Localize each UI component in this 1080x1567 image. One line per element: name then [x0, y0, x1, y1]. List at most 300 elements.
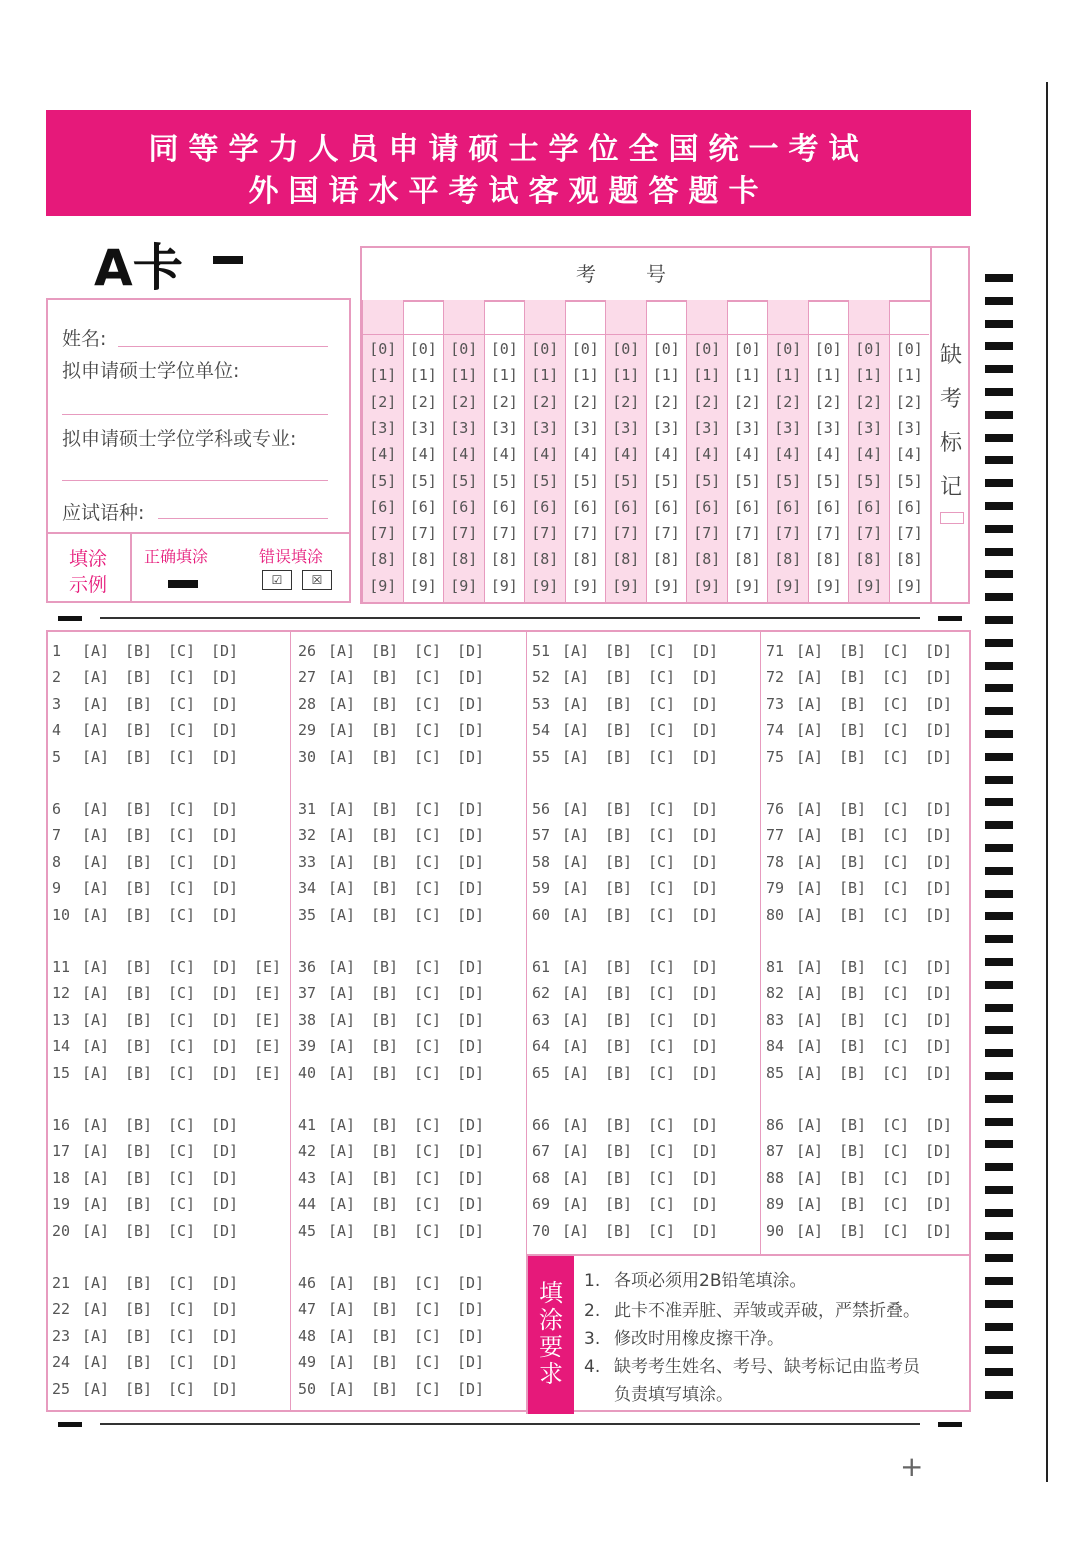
answer-bubble-c[interactable]: [C] [168, 1353, 196, 1372]
answer-bubble-c[interactable]: [C] [882, 1221, 910, 1240]
answer-bubble-a[interactable]: [A] [82, 1274, 110, 1292]
answer-bubble-a[interactable]: [A] [82, 1300, 110, 1319]
exam-digit-bubble[interactable]: [1] [652, 366, 680, 385]
exam-digit-bubble[interactable]: [6] [571, 497, 599, 516]
exam-digit-bubble[interactable]: [5] [693, 471, 721, 490]
exam-digit-bubble[interactable]: [7] [814, 524, 842, 543]
answer-bubble-d[interactable]: [D] [457, 1010, 485, 1029]
exam-number-write-cell[interactable] [768, 300, 808, 335]
answer-bubble-b[interactable]: [B] [125, 1063, 153, 1082]
answer-bubble-b[interactable]: [B] [605, 958, 633, 976]
answer-bubble-a[interactable]: [A] [796, 852, 824, 871]
exam-digit-bubble[interactable]: [7] [571, 524, 599, 543]
answer-bubble-a[interactable]: [A] [562, 879, 590, 898]
answer-bubble-d[interactable]: [D] [211, 1116, 239, 1134]
answer-bubble-c[interactable]: [C] [414, 1195, 442, 1214]
answer-bubble-b[interactable]: [B] [371, 852, 399, 871]
exam-digit-bubble[interactable]: [5] [612, 471, 640, 490]
answer-bubble-c[interactable]: [C] [648, 852, 676, 871]
answer-bubble-a[interactable]: [A] [562, 1116, 590, 1134]
answer-bubble-b[interactable]: [B] [371, 800, 399, 818]
language-field[interactable] [158, 518, 328, 519]
answer-bubble-a[interactable]: [A] [82, 747, 110, 766]
exam-digit-bubble[interactable]: [7] [409, 524, 437, 543]
exam-digit-bubble[interactable]: [2] [895, 392, 923, 411]
answer-bubble-a[interactable]: [A] [328, 747, 356, 766]
answer-bubble-b[interactable]: [B] [371, 1379, 399, 1398]
answer-bubble-b[interactable]: [B] [371, 958, 399, 976]
answer-bubble-d[interactable]: [D] [691, 1010, 719, 1029]
answer-bubble-c[interactable]: [C] [648, 694, 676, 713]
exam-number-write-cell[interactable] [849, 300, 889, 335]
exam-digit-bubble[interactable]: [3] [693, 418, 721, 437]
exam-digit-bubble[interactable]: [2] [814, 392, 842, 411]
answer-bubble-d[interactable]: [D] [457, 694, 485, 713]
answer-bubble-d[interactable]: [D] [691, 747, 719, 766]
answer-bubble-d[interactable]: [D] [691, 852, 719, 871]
answer-bubble-c[interactable]: [C] [648, 1195, 676, 1214]
answer-bubble-d[interactable]: [D] [457, 1379, 485, 1398]
answer-bubble-a[interactable]: [A] [82, 826, 110, 845]
answer-bubble-c[interactable]: [C] [648, 1037, 676, 1056]
exam-digit-bubble[interactable]: [6] [409, 497, 437, 516]
exam-digit-bubble[interactable]: [2] [733, 392, 761, 411]
answer-bubble-a[interactable]: [A] [82, 1116, 110, 1134]
answer-bubble-a[interactable]: [A] [562, 800, 590, 818]
answer-bubble-a[interactable]: [A] [82, 852, 110, 871]
answer-bubble-c[interactable]: [C] [648, 1063, 676, 1082]
answer-bubble-c[interactable]: [C] [882, 1195, 910, 1214]
exam-number-write-cell[interactable] [809, 300, 849, 335]
answer-bubble-d[interactable]: [D] [457, 1326, 485, 1345]
answer-bubble-d[interactable]: [D] [691, 984, 719, 1003]
exam-digit-bubble[interactable]: [0] [895, 340, 923, 358]
exam-digit-bubble[interactable]: [0] [855, 340, 883, 358]
exam-digit-bubble[interactable]: [5] [652, 471, 680, 490]
answer-bubble-b[interactable]: [B] [839, 642, 867, 660]
answer-bubble-d[interactable]: [D] [211, 747, 239, 766]
exam-number-write-cell[interactable] [647, 300, 687, 335]
answer-bubble-b[interactable]: [B] [839, 1037, 867, 1056]
answer-bubble-b[interactable]: [B] [839, 1063, 867, 1082]
exam-digit-bubble[interactable]: [5] [774, 471, 802, 490]
exam-digit-bubble[interactable]: [8] [733, 550, 761, 569]
answer-bubble-d[interactable]: [D] [691, 1168, 719, 1187]
exam-digit-bubble[interactable]: [5] [733, 471, 761, 490]
exam-digit-bubble[interactable]: [5] [450, 471, 478, 490]
exam-digit-bubble[interactable]: [7] [693, 524, 721, 543]
exam-digit-bubble[interactable]: [4] [652, 445, 680, 464]
answer-bubble-d[interactable]: [D] [211, 1221, 239, 1240]
absent-mark-bubble[interactable] [940, 512, 964, 524]
answer-bubble-b[interactable]: [B] [371, 1116, 399, 1134]
answer-bubble-b[interactable]: [B] [605, 694, 633, 713]
answer-bubble-a[interactable]: [A] [82, 668, 110, 687]
answer-bubble-b[interactable]: [B] [605, 1168, 633, 1187]
answer-bubble-c[interactable]: [C] [414, 1326, 442, 1345]
exam-digit-bubble[interactable]: [4] [693, 445, 721, 464]
exam-digit-bubble[interactable]: [3] [450, 418, 478, 437]
exam-digit-bubble[interactable]: [0] [652, 340, 680, 358]
answer-bubble-d[interactable]: [D] [925, 747, 953, 766]
exam-digit-bubble[interactable]: [9] [855, 576, 883, 595]
answer-bubble-d[interactable]: [D] [211, 1195, 239, 1214]
answer-bubble-b[interactable]: [B] [125, 1379, 153, 1398]
answer-bubble-d[interactable]: [D] [691, 800, 719, 818]
answer-bubble-b[interactable]: [B] [839, 800, 867, 818]
exam-digit-bubble[interactable]: [4] [814, 445, 842, 464]
exam-digit-bubble[interactable]: [7] [531, 524, 559, 543]
answer-bubble-a[interactable]: [A] [562, 905, 590, 924]
answer-bubble-d[interactable]: [D] [925, 1037, 953, 1056]
answer-bubble-a[interactable]: [A] [328, 1221, 356, 1240]
answer-bubble-c[interactable]: [C] [882, 905, 910, 924]
answer-bubble-c[interactable]: [C] [168, 1037, 196, 1056]
answer-bubble-c[interactable]: [C] [882, 984, 910, 1003]
answer-bubble-d[interactable]: [D] [457, 1142, 485, 1161]
exam-digit-bubble[interactable]: [3] [814, 418, 842, 437]
answer-bubble-b[interactable]: [B] [125, 1326, 153, 1345]
answer-bubble-a[interactable]: [A] [328, 1063, 356, 1082]
answer-bubble-b[interactable]: [B] [839, 879, 867, 898]
exam-digit-bubble[interactable]: [4] [733, 445, 761, 464]
unit-field[interactable] [62, 414, 328, 415]
answer-bubble-e[interactable]: [E] [254, 1037, 282, 1056]
answer-bubble-b[interactable]: [B] [125, 879, 153, 898]
exam-digit-bubble[interactable]: [9] [571, 576, 599, 595]
exam-digit-bubble[interactable]: [2] [369, 392, 397, 411]
answer-bubble-a[interactable]: [A] [796, 747, 824, 766]
exam-digit-bubble[interactable]: [7] [774, 524, 802, 543]
answer-bubble-c[interactable]: [C] [414, 721, 442, 740]
answer-bubble-c[interactable]: [C] [882, 642, 910, 660]
answer-bubble-d[interactable]: [D] [691, 1116, 719, 1134]
exam-digit-bubble[interactable]: [0] [612, 340, 640, 358]
answer-bubble-b[interactable]: [B] [125, 826, 153, 845]
answer-bubble-a[interactable]: [A] [562, 1037, 590, 1056]
answer-bubble-d[interactable]: [D] [211, 826, 239, 845]
answer-bubble-d[interactable]: [D] [211, 1379, 239, 1398]
answer-bubble-c[interactable]: [C] [414, 826, 442, 845]
answer-bubble-d[interactable]: [D] [457, 1037, 485, 1056]
exam-digit-bubble[interactable]: [5] [814, 471, 842, 490]
answer-bubble-a[interactable]: [A] [82, 958, 110, 976]
exam-digit-bubble[interactable]: [1] [571, 366, 599, 385]
answer-bubble-b[interactable]: [B] [371, 1221, 399, 1240]
answer-bubble-a[interactable]: [A] [82, 800, 110, 818]
answer-bubble-c[interactable]: [C] [414, 1300, 442, 1319]
answer-bubble-c[interactable]: [C] [414, 1037, 442, 1056]
exam-digit-bubble[interactable]: [5] [490, 471, 518, 490]
answer-bubble-b[interactable]: [B] [839, 1221, 867, 1240]
exam-digit-bubble[interactable]: [1] [895, 366, 923, 385]
exam-digit-bubble[interactable]: [7] [855, 524, 883, 543]
answer-bubble-a[interactable]: [A] [796, 1010, 824, 1029]
answer-bubble-a[interactable]: [A] [796, 826, 824, 845]
answer-bubble-a[interactable]: [A] [562, 984, 590, 1003]
answer-bubble-b[interactable]: [B] [371, 721, 399, 740]
answer-bubble-b[interactable]: [B] [839, 694, 867, 713]
answer-bubble-c[interactable]: [C] [168, 958, 196, 976]
answer-bubble-c[interactable]: [C] [882, 668, 910, 687]
answer-bubble-c[interactable]: [C] [414, 852, 442, 871]
answer-bubble-a[interactable]: [A] [796, 1221, 824, 1240]
answer-bubble-d[interactable]: [D] [211, 1274, 239, 1292]
exam-digit-bubble[interactable]: [1] [409, 366, 437, 385]
answer-bubble-b[interactable]: [B] [839, 668, 867, 687]
answer-bubble-b[interactable]: [B] [371, 879, 399, 898]
exam-digit-bubble[interactable]: [6] [774, 497, 802, 516]
answer-bubble-a[interactable]: [A] [562, 1221, 590, 1240]
answer-bubble-b[interactable]: [B] [125, 1168, 153, 1187]
exam-digit-bubble[interactable]: [4] [855, 445, 883, 464]
answer-bubble-c[interactable]: [C] [648, 826, 676, 845]
exam-digit-bubble[interactable]: [2] [774, 392, 802, 411]
answer-bubble-a[interactable]: [A] [328, 852, 356, 871]
answer-bubble-c[interactable]: [C] [882, 1063, 910, 1082]
answer-bubble-a[interactable]: [A] [328, 879, 356, 898]
exam-digit-bubble[interactable]: [2] [450, 392, 478, 411]
answer-bubble-a[interactable]: [A] [328, 721, 356, 740]
answer-bubble-b[interactable]: [B] [839, 958, 867, 976]
answer-bubble-c[interactable]: [C] [414, 1221, 442, 1240]
exam-digit-bubble[interactable]: [6] [895, 497, 923, 516]
answer-bubble-d[interactable]: [D] [691, 1195, 719, 1214]
answer-bubble-c[interactable]: [C] [414, 668, 442, 687]
exam-digit-bubble[interactable]: [7] [490, 524, 518, 543]
answer-bubble-b[interactable]: [B] [605, 905, 633, 924]
answer-bubble-a[interactable]: [A] [328, 642, 356, 660]
answer-bubble-b[interactable]: [B] [371, 1274, 399, 1292]
answer-bubble-d[interactable]: [D] [457, 984, 485, 1003]
answer-bubble-a[interactable]: [A] [82, 1142, 110, 1161]
answer-bubble-a[interactable]: [A] [328, 1353, 356, 1372]
exam-digit-bubble[interactable]: [3] [895, 418, 923, 437]
answer-bubble-c[interactable]: [C] [414, 984, 442, 1003]
answer-bubble-c[interactable]: [C] [168, 642, 196, 660]
exam-digit-bubble[interactable]: [0] [774, 340, 802, 358]
answer-bubble-d[interactable]: [D] [925, 1168, 953, 1187]
exam-digit-bubble[interactable]: [4] [895, 445, 923, 464]
answer-bubble-d[interactable]: [D] [457, 668, 485, 687]
exam-number-write-cell[interactable] [404, 300, 444, 335]
answer-bubble-c[interactable]: [C] [168, 1195, 196, 1214]
answer-bubble-a[interactable]: [A] [562, 1168, 590, 1187]
exam-digit-bubble[interactable]: [6] [531, 497, 559, 516]
answer-bubble-d[interactable]: [D] [925, 1195, 953, 1214]
exam-digit-bubble[interactable]: [0] [490, 340, 518, 358]
answer-bubble-c[interactable]: [C] [648, 800, 676, 818]
answer-bubble-b[interactable]: [B] [605, 1010, 633, 1029]
answer-bubble-b[interactable]: [B] [371, 642, 399, 660]
answer-bubble-d[interactable]: [D] [211, 1010, 239, 1029]
exam-digit-bubble[interactable]: [7] [612, 524, 640, 543]
major-field[interactable] [62, 480, 328, 481]
exam-number-write-cell[interactable] [525, 300, 565, 335]
exam-digit-bubble[interactable]: [9] [895, 576, 923, 595]
exam-digit-bubble[interactable]: [9] [693, 576, 721, 595]
answer-bubble-a[interactable]: [A] [82, 984, 110, 1003]
answer-bubble-b[interactable]: [B] [125, 852, 153, 871]
answer-bubble-b[interactable]: [B] [605, 984, 633, 1003]
answer-bubble-c[interactable]: [C] [882, 1116, 910, 1134]
exam-digit-bubble[interactable]: [1] [855, 366, 883, 385]
answer-bubble-b[interactable]: [B] [839, 852, 867, 871]
answer-bubble-d[interactable]: [D] [691, 826, 719, 845]
answer-bubble-c[interactable]: [C] [414, 1116, 442, 1134]
answer-bubble-b[interactable]: [B] [125, 800, 153, 818]
answer-bubble-e[interactable]: [E] [254, 1010, 282, 1029]
answer-bubble-c[interactable]: [C] [882, 1142, 910, 1161]
answer-bubble-a[interactable]: [A] [82, 1326, 110, 1345]
answer-bubble-d[interactable]: [D] [925, 984, 953, 1003]
exam-digit-bubble[interactable]: [1] [774, 366, 802, 385]
answer-bubble-d[interactable]: [D] [457, 1063, 485, 1082]
answer-bubble-d[interactable]: [D] [925, 905, 953, 924]
exam-digit-bubble[interactable]: [6] [612, 497, 640, 516]
answer-bubble-a[interactable]: [A] [796, 1195, 824, 1214]
answer-bubble-c[interactable]: [C] [168, 1274, 196, 1292]
answer-bubble-d[interactable]: [D] [211, 1168, 239, 1187]
answer-bubble-c[interactable]: [C] [882, 1168, 910, 1187]
answer-bubble-d[interactable]: [D] [925, 800, 953, 818]
answer-bubble-c[interactable]: [C] [414, 1274, 442, 1292]
answer-bubble-b[interactable]: [B] [839, 721, 867, 740]
answer-bubble-b[interactable]: [B] [125, 721, 153, 740]
answer-bubble-d[interactable]: [D] [457, 1168, 485, 1187]
answer-bubble-a[interactable]: [A] [82, 1063, 110, 1082]
answer-bubble-c[interactable]: [C] [648, 747, 676, 766]
answer-bubble-c[interactable]: [C] [648, 984, 676, 1003]
answer-bubble-d[interactable]: [D] [211, 721, 239, 740]
exam-digit-bubble[interactable]: [4] [409, 445, 437, 464]
answer-bubble-d[interactable]: [D] [457, 1300, 485, 1319]
answer-bubble-a[interactable]: [A] [562, 826, 590, 845]
answer-bubble-c[interactable]: [C] [882, 1010, 910, 1029]
answer-bubble-a[interactable]: [A] [562, 1010, 590, 1029]
answer-bubble-a[interactable]: [A] [328, 1379, 356, 1398]
answer-bubble-a[interactable]: [A] [328, 668, 356, 687]
exam-digit-bubble[interactable]: [6] [693, 497, 721, 516]
answer-bubble-d[interactable]: [D] [211, 1353, 239, 1372]
answer-bubble-a[interactable]: [A] [82, 1037, 110, 1056]
answer-bubble-a[interactable]: [A] [562, 1142, 590, 1161]
exam-digit-bubble[interactable]: [8] [774, 550, 802, 569]
answer-bubble-d[interactable]: [D] [457, 879, 485, 898]
exam-digit-bubble[interactable]: [3] [369, 418, 397, 437]
answer-bubble-b[interactable]: [B] [839, 826, 867, 845]
answer-bubble-c[interactable]: [C] [168, 879, 196, 898]
exam-digit-bubble[interactable]: [5] [531, 471, 559, 490]
answer-bubble-d[interactable]: [D] [457, 1274, 485, 1292]
answer-bubble-c[interactable]: [C] [882, 852, 910, 871]
exam-digit-bubble[interactable]: [2] [490, 392, 518, 411]
answer-bubble-b[interactable]: [B] [839, 747, 867, 766]
answer-bubble-a[interactable]: [A] [562, 958, 590, 976]
answer-bubble-c[interactable]: [C] [168, 826, 196, 845]
answer-bubble-b[interactable]: [B] [605, 800, 633, 818]
exam-digit-bubble[interactable]: [9] [612, 576, 640, 595]
answer-bubble-b[interactable]: [B] [371, 1353, 399, 1372]
answer-bubble-b[interactable]: [B] [125, 984, 153, 1003]
answer-bubble-b[interactable]: [B] [371, 1037, 399, 1056]
answer-bubble-b[interactable]: [B] [605, 1037, 633, 1056]
exam-digit-bubble[interactable]: [9] [531, 576, 559, 595]
answer-bubble-a[interactable]: [A] [562, 852, 590, 871]
exam-digit-bubble[interactable]: [7] [369, 524, 397, 543]
exam-number-write-cell[interactable] [728, 300, 768, 335]
exam-digit-bubble[interactable]: [2] [612, 392, 640, 411]
answer-bubble-a[interactable]: [A] [328, 800, 356, 818]
exam-digit-bubble[interactable]: [1] [490, 366, 518, 385]
exam-digit-bubble[interactable]: [3] [531, 418, 559, 437]
answer-bubble-b[interactable]: [B] [605, 1063, 633, 1082]
answer-bubble-b[interactable]: [B] [371, 1168, 399, 1187]
answer-bubble-d[interactable]: [D] [211, 879, 239, 898]
answer-bubble-a[interactable]: [A] [82, 642, 110, 660]
exam-digit-bubble[interactable]: [9] [490, 576, 518, 595]
answer-bubble-c[interactable]: [C] [414, 905, 442, 924]
answer-bubble-d[interactable]: [D] [457, 747, 485, 766]
exam-digit-bubble[interactable]: [9] [774, 576, 802, 595]
answer-bubble-d[interactable]: [D] [457, 1221, 485, 1240]
answer-bubble-c[interactable]: [C] [882, 747, 910, 766]
answer-bubble-c[interactable]: [C] [168, 1010, 196, 1029]
exam-digit-bubble[interactable]: [0] [450, 340, 478, 358]
answer-bubble-b[interactable]: [B] [371, 668, 399, 687]
answer-bubble-c[interactable]: [C] [648, 879, 676, 898]
answer-bubble-b[interactable]: [B] [125, 668, 153, 687]
answer-bubble-d[interactable]: [D] [691, 642, 719, 660]
exam-digit-bubble[interactable]: [9] [450, 576, 478, 595]
answer-bubble-d[interactable]: [D] [457, 721, 485, 740]
answer-bubble-c[interactable]: [C] [414, 747, 442, 766]
answer-bubble-d[interactable]: [D] [691, 1063, 719, 1082]
exam-digit-bubble[interactable]: [8] [814, 550, 842, 569]
answer-bubble-d[interactable]: [D] [457, 1195, 485, 1214]
answer-bubble-c[interactable]: [C] [414, 879, 442, 898]
exam-digit-bubble[interactable]: [7] [450, 524, 478, 543]
answer-bubble-b[interactable]: [B] [125, 1353, 153, 1372]
exam-digit-bubble[interactable]: [8] [490, 550, 518, 569]
answer-bubble-a[interactable]: [A] [82, 1379, 110, 1398]
answer-bubble-c[interactable]: [C] [882, 1037, 910, 1056]
answer-bubble-c[interactable]: [C] [414, 1379, 442, 1398]
answer-bubble-c[interactable]: [C] [168, 852, 196, 871]
answer-bubble-a[interactable]: [A] [796, 879, 824, 898]
exam-digit-bubble[interactable]: [2] [693, 392, 721, 411]
answer-bubble-b[interactable]: [B] [371, 1010, 399, 1029]
answer-bubble-c[interactable]: [C] [414, 1142, 442, 1161]
answer-bubble-b[interactable]: [B] [605, 852, 633, 871]
answer-bubble-c[interactable]: [C] [168, 1326, 196, 1345]
answer-bubble-c[interactable]: [C] [168, 1379, 196, 1398]
answer-bubble-d[interactable]: [D] [211, 642, 239, 660]
answer-bubble-c[interactable]: [C] [882, 958, 910, 976]
answer-bubble-a[interactable]: [A] [328, 1300, 356, 1319]
answer-bubble-b[interactable]: [B] [605, 826, 633, 845]
answer-bubble-d[interactable]: [D] [691, 1221, 719, 1240]
exam-digit-bubble[interactable]: [2] [571, 392, 599, 411]
exam-digit-bubble[interactable]: [0] [693, 340, 721, 358]
answer-bubble-a[interactable]: [A] [82, 694, 110, 713]
answer-bubble-a[interactable]: [A] [562, 1063, 590, 1082]
answer-bubble-c[interactable]: [C] [414, 694, 442, 713]
answer-bubble-a[interactable]: [A] [328, 826, 356, 845]
answer-bubble-c[interactable]: [C] [168, 800, 196, 818]
answer-bubble-b[interactable]: [B] [839, 1168, 867, 1187]
answer-bubble-d[interactable]: [D] [211, 1300, 239, 1319]
